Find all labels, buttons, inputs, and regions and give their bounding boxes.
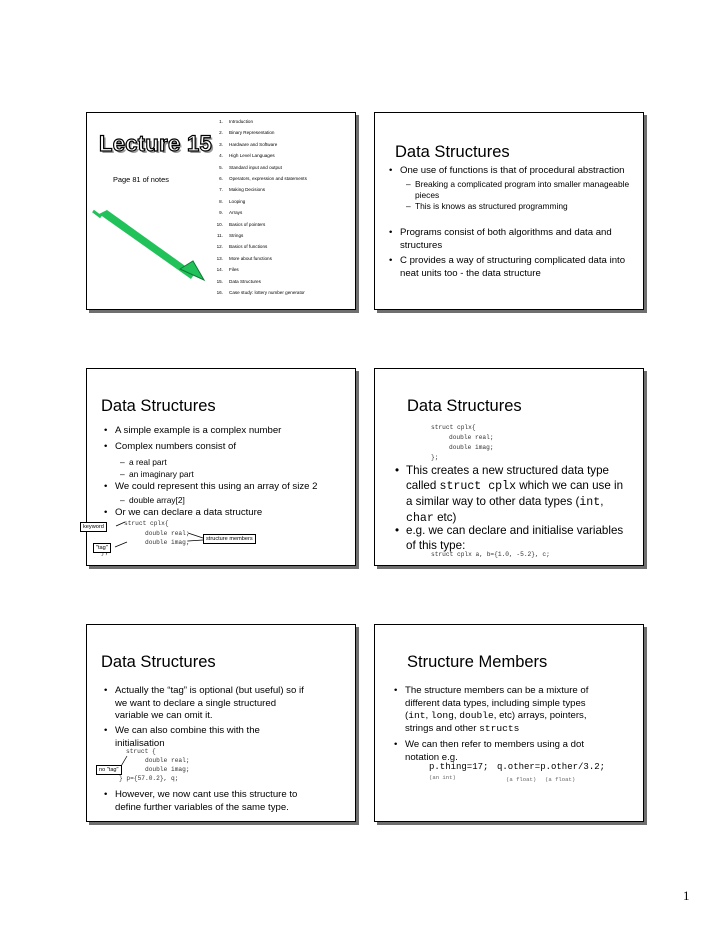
bullet: • A simple example is a complex number (104, 425, 282, 436)
code-line: } p={57.0.2}, q; (119, 775, 179, 782)
code-line: }; (431, 454, 439, 461)
sub-bullet: – Breaking a complicated program into smaller manageable pieces (406, 179, 630, 200)
slide-title: Data Structures (395, 143, 510, 161)
toc-label: Introduction (229, 119, 254, 124)
bullet-dot-icon: • (394, 739, 398, 750)
toc-number: 2. (219, 130, 223, 136)
bullet-dot-icon: • (395, 524, 400, 537)
bullet: • We can also combine this with the initialisation (104, 725, 260, 749)
toc-label: Binary Representation (229, 130, 275, 136)
toc-label: Case study: lottery number generator (229, 290, 305, 295)
toc-number: 11. (216, 233, 223, 238)
toc-number: 15. (216, 278, 223, 284)
bullet: • The structure members can be a mixture of different data types, including simple types (int, long, double, etc) arrays, pointers, strings and other structs (394, 685, 589, 734)
toc-label: Basics of functions (229, 244, 268, 250)
bullet-dot-icon: • (104, 441, 108, 452)
code-line: double real; (145, 530, 190, 537)
toc-number: 16. (216, 290, 223, 295)
toc-label: Hardware and Software (229, 141, 278, 147)
toc-label: Arrays (229, 210, 243, 216)
sub-bullet: – double array[2] (120, 495, 185, 505)
sub-bullet: – This is knows as structured programming (406, 201, 568, 211)
code-line: struct { (126, 748, 156, 755)
annotation: (a float) (506, 776, 537, 783)
bullet: • We could represent this using an array of size 2 (104, 481, 318, 492)
structure-members-label: structure members (203, 534, 256, 544)
slide-1 (86, 112, 356, 310)
toc-label: Files (229, 267, 239, 273)
toc-label: Making Decisions (229, 187, 265, 193)
toc-number: 12. (216, 244, 223, 250)
code-line: q.other=p.other/3.2; (497, 762, 606, 772)
bullet-dot-icon: • (104, 685, 108, 696)
toc-label: Looping (229, 198, 246, 204)
bullet: • C provides a way of structuring complicated data into neat units too - the data structure (389, 255, 626, 279)
bullet-dot-icon: • (104, 481, 108, 492)
bullet: • This creates a new structured data type called struct cplx which we can use in a similar way to other data types (int, char etc) (395, 464, 624, 525)
toc-number: 6. (219, 176, 223, 181)
toc-number: 3. (219, 141, 223, 147)
toc-number: 14. (216, 267, 223, 273)
lecture-title: Lecture 15 (99, 131, 213, 156)
bullet-dot-icon: • (104, 425, 108, 436)
slide-4 (374, 368, 644, 566)
bullet-dot-icon: • (104, 507, 108, 518)
bullet-dot-icon: • (389, 165, 393, 176)
toc-number: 8. (219, 198, 223, 204)
code-line: double real; (449, 434, 494, 441)
slide-title: Data Structures (101, 397, 216, 415)
no-tag-label: no "tag" (96, 765, 122, 775)
code-line: double imag; (145, 539, 190, 546)
slide-6 (374, 624, 644, 822)
toc-number: 1. (219, 119, 223, 124)
toc-label: Data Structures (229, 278, 261, 284)
code-line: p.thing=17; (429, 762, 489, 772)
annotation: (a float) (545, 776, 576, 783)
sub-bullet: – a real part (120, 457, 167, 467)
bullet: • We can then refer to members using a dot notation e.g. (394, 739, 584, 763)
bullet-dot-icon: • (394, 685, 398, 696)
slide-3 (83, 368, 356, 566)
sub-bullet: – an imaginary part (120, 469, 194, 479)
dash-icon: – (120, 495, 125, 505)
tag-label: "tag" (93, 543, 111, 553)
slide-5 (86, 624, 356, 822)
code-line: double imag; (145, 766, 190, 773)
toc-number: 10. (216, 221, 223, 227)
bullet-dot-icon: • (395, 464, 400, 477)
code-line: struct cplx{ (124, 520, 169, 527)
slide-title: Structure Members (407, 653, 548, 671)
toc-label: More about functions (229, 255, 272, 261)
dash-icon: – (120, 457, 125, 467)
bullet: • Actually the “tag” is optional (but useful) so if we want to declare a single structured variable we can omit it. (104, 685, 304, 722)
keyword-label: keyword (80, 522, 107, 532)
bullet: • One use of functions is that of procedural abstraction (389, 165, 625, 176)
toc-number: 13. (216, 255, 223, 261)
code-line: double imag; (449, 444, 494, 451)
slide-2 (374, 112, 644, 310)
toc-number: 4. (219, 153, 223, 159)
bullet-dot-icon: • (389, 227, 393, 238)
toc-number: 7. (219, 187, 223, 193)
toc-label: Strings (229, 233, 244, 238)
bullet: • However, we now cant use this structure to define further variables of the same type. (104, 789, 298, 813)
toc-number: 5. (219, 164, 223, 170)
code-line: struct cplx a, b={1.0, -5.2}, c; (431, 551, 550, 558)
bullet: • Programs consist of both algorithms and data and structures (389, 227, 612, 251)
slide-title: Data Structures (101, 653, 216, 671)
annotation: (an int) (429, 774, 456, 781)
slide-title: Data Structures (407, 397, 522, 415)
page-reference: Page 81 of notes (113, 175, 169, 184)
toc-number: 9. (219, 210, 223, 216)
dash-icon: – (406, 179, 411, 189)
toc-label: Standard input and output (229, 164, 282, 170)
dash-icon: – (406, 201, 411, 211)
bullet-dot-icon: • (104, 789, 108, 800)
code-line: struct cplx{ (431, 424, 476, 431)
page-number: 1 (683, 888, 690, 903)
bullet-dot-icon: • (389, 255, 393, 266)
dash-icon: – (120, 469, 125, 479)
bullet: • e.g. we can declare and initialise variables of this type: (395, 524, 624, 552)
toc-label: Operators, expression and statements (229, 176, 307, 181)
toc-label: Basics of pointers (229, 221, 266, 227)
toc-label: High Level Languages (229, 153, 275, 159)
bullet: • Or we can declare a data structure (104, 507, 263, 518)
bullet-dot-icon: • (104, 725, 108, 736)
code-line: double real; (145, 757, 190, 764)
bullet: • Complex numbers consist of (104, 441, 237, 452)
